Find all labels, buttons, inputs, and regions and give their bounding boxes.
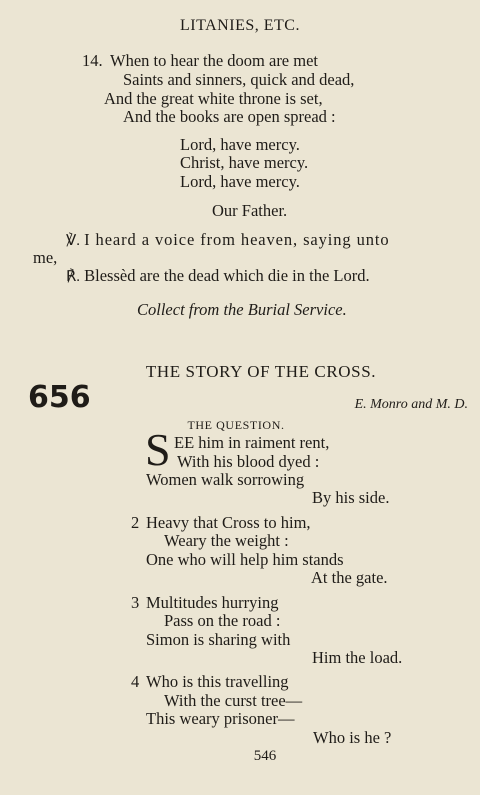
verse-number: 2	[131, 513, 140, 532]
verse-line: Simon is sharing with	[146, 630, 291, 649]
response-line: Lord, have mercy.	[180, 135, 300, 154]
verse-line: Saints and sinners, quick and dead,	[123, 70, 355, 89]
hymn-author: E. Monro and M. D.	[354, 397, 468, 412]
hymn-number: 656	[28, 380, 91, 415]
verse-line: At the gate.	[311, 568, 388, 587]
versicle-line: ℣. I heard a voice from heaven, saying unto	[66, 230, 390, 249]
collect-note: Collect from the Burial Service.	[137, 300, 347, 319]
page-number: 546	[253, 748, 277, 764]
verse-line: By his side.	[312, 488, 390, 507]
verse-line: With his blood dyed :	[177, 452, 320, 471]
verse-line: 14. When to hear the doom are met	[82, 51, 318, 70]
hymn-subtitle: THE QUESTION.	[187, 418, 285, 432]
verse-line: Who is he ?	[313, 728, 392, 747]
verse-line: This weary prisoner—	[146, 709, 295, 728]
verse-line: And the great white throne is set,	[104, 89, 323, 108]
running-head: LITANIES, ETC.	[180, 17, 300, 34]
verse-line: EE him in raiment rent,	[174, 433, 330, 452]
versicle-symbol: ℣.	[66, 233, 81, 249]
verse-line: Weary the weight :	[164, 531, 289, 550]
hymn-title: THE STORY OF THE CROSS.	[145, 362, 377, 381]
verse-line: Pass on the road :	[164, 611, 281, 630]
response-line: Christ, have mercy.	[180, 153, 309, 172]
verse-number: 14.	[82, 51, 103, 70]
verse-line: Women walk sorrowing	[146, 470, 305, 489]
response-text: ℟. Blessèd are the dead which die in the Lord.	[66, 266, 370, 285]
drop-cap: S	[145, 424, 171, 475]
response-symbol: ℟.	[66, 269, 81, 285]
versicle-continuation: me,	[33, 248, 58, 267]
verse-line: With the curst tree—	[164, 691, 303, 710]
verse-line: 2 Heavy that Cross to him,	[131, 513, 311, 532]
verse-line: One who will help him stands	[146, 550, 344, 569]
verse-line: 4 Who is this travelling	[131, 672, 289, 691]
verse-line: And the books are open spread :	[123, 107, 336, 126]
verse-number: 4	[131, 672, 140, 691]
verse-line: Him the load.	[312, 648, 403, 667]
verse-number: 3	[131, 593, 140, 612]
verse-line: 3 Multitudes hurrying	[131, 593, 279, 612]
our-father: Our Father.	[212, 201, 288, 220]
response-line: Lord, have mercy.	[180, 172, 300, 191]
